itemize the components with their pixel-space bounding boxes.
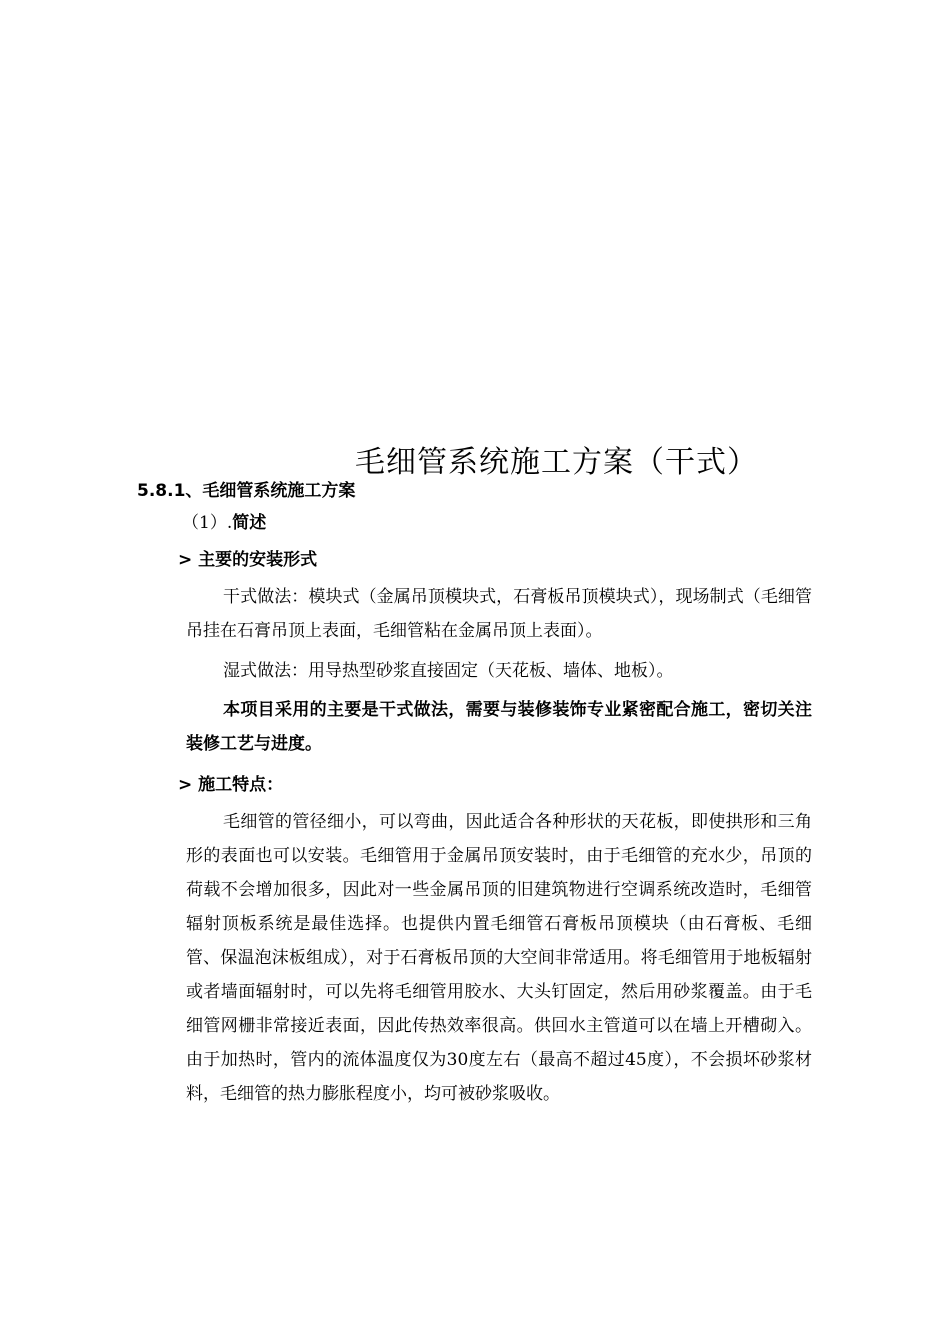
section-heading: 5.8.1、毛细管系统施工方案 [137, 481, 356, 501]
paragraph-project-note: 本项目采用的主要是干式做法，需要与装修装饰专业紧密配合施工，密切关注装修工艺与进度。 [186, 700, 812, 754]
bullet-features: > 施工特点： [178, 775, 284, 795]
paragraph-wet-method: 湿式做法：用导热型砂浆直接固定（天花板、墙体、地板）。 [223, 661, 674, 681]
document-title: 毛细管系统施工方案（干式） [355, 445, 758, 480]
subsection-number: （1）. [182, 513, 233, 533]
bullet-install-form: > 主要的安装形式 [178, 550, 318, 570]
subsection-label: 简述 [232, 513, 267, 533]
paragraph-dry-method: 干式做法：模块式（金属吊顶模块式，石膏板吊顶模块式），现场制式（毛细管吊挂在石膏吊顶上表面，毛细管粘在金属吊顶上表面）。 [186, 587, 812, 641]
paragraph-features: 毛细管的管径细小，可以弯曲，因此适合各种形状的天花板，即使拱形和三角形的表面也可以安装。毛细管用于金属吊顶安装时，由于毛细管的充水少，吊顶的荷载不会增加很多，因此对一些金属吊顶的旧建筑物进行空调系统改造时，毛细管辐射顶板系统是最佳选择。也提供内置毛细管石膏板吊顶模块（由石膏板、毛细管、保温泡沫板组成），对于石膏板吊顶的大空间非常适用。将毛细管用于地板辐射或者墙面辐射时，可以先将毛细管用胶水、大头钉固定，然后用砂浆覆盖。由于毛细管网栅非常接近表面，因此传热效率很高。供回水主管道可以在墙上开槽砌入。由于加热时，管内的流体温度仅为30度左右（最高不超过45度），不会损坏砂浆材料，毛细管的热力膨胀程度小，均可被砂浆吸收。 [186, 812, 812, 1104]
subsection-heading [182, 510, 266, 536]
